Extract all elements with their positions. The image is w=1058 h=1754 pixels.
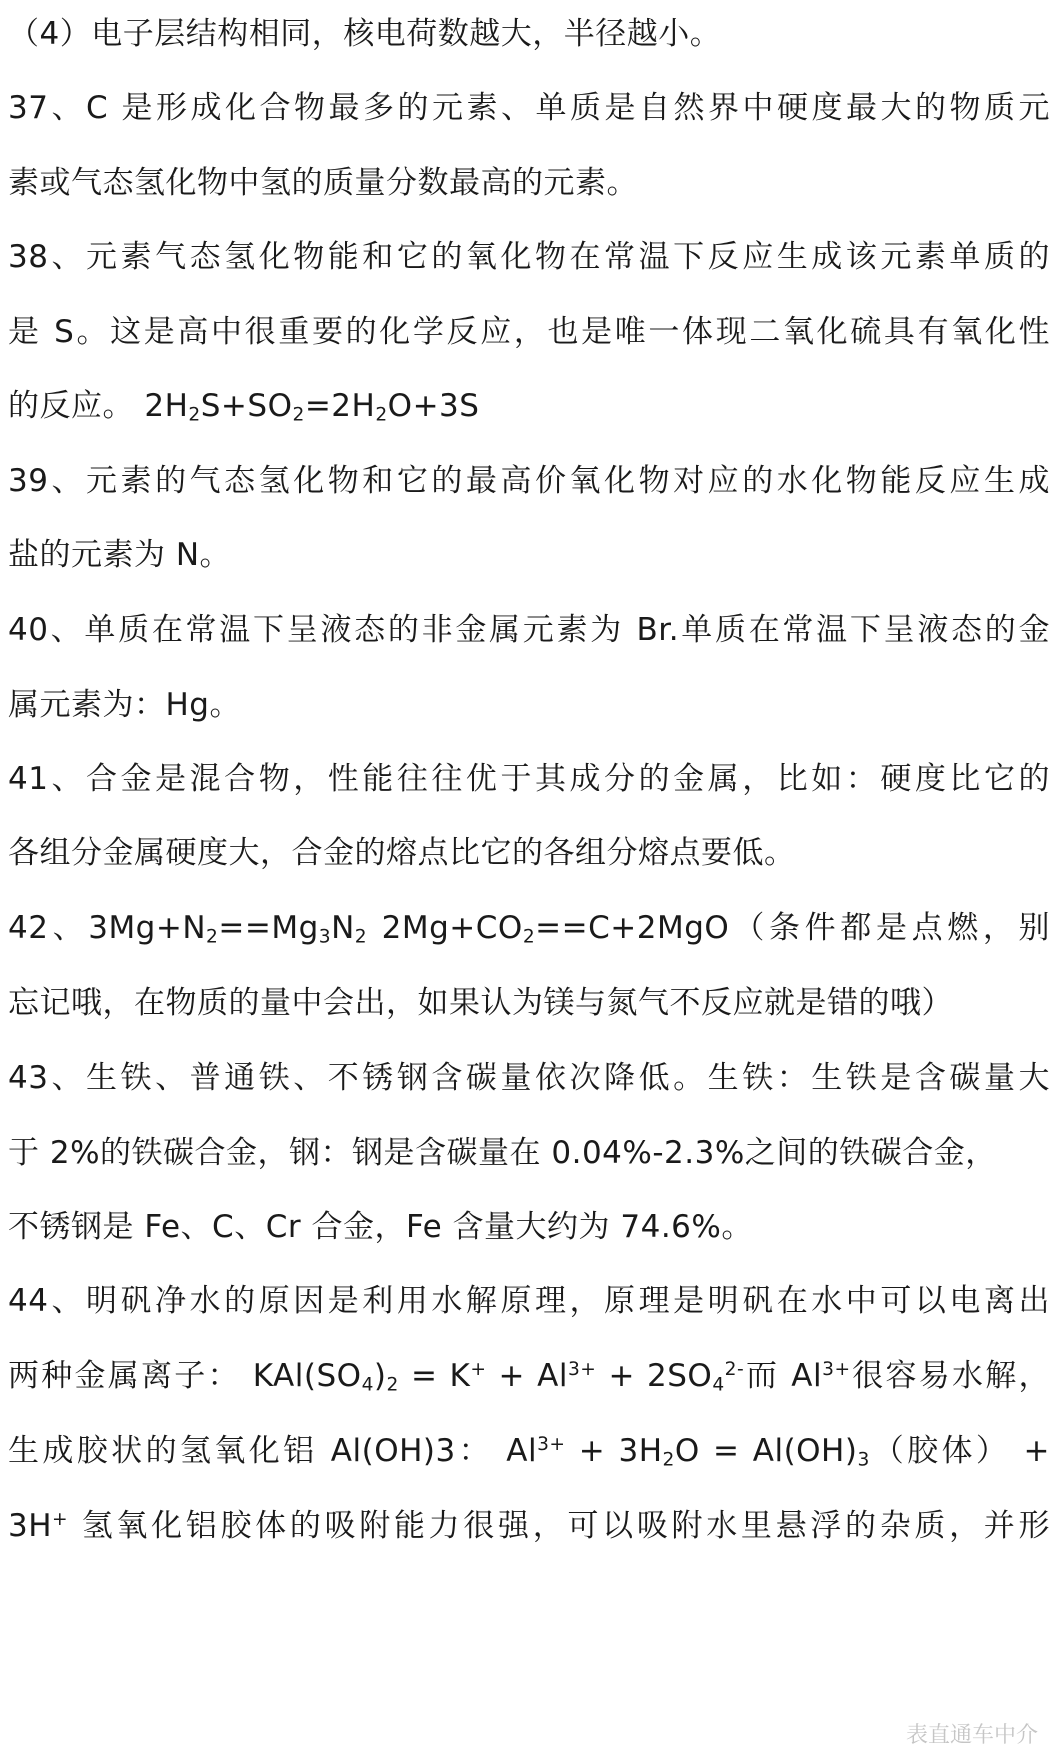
subscript: 2	[375, 404, 388, 426]
text-run: )	[373, 1358, 387, 1394]
text-run: 43、生铁、普通铁、不锈钢含碳量依次降低。生铁：生铁是含碳量大	[8, 1060, 1050, 1096]
text-line	[8, 1506, 1050, 1546]
text-run: 41、合金是混合物，性能往往优于其成分的金属，比如：硬度比它的	[8, 761, 1050, 797]
text-run: 而 Al	[744, 1358, 823, 1394]
text-run: = K	[398, 1358, 471, 1394]
subscript: 2	[386, 1374, 399, 1396]
text-run: + Al	[486, 1358, 568, 1394]
text-run: 40、单质在常温下呈液态的非金属元素为 Br.单质在常温下呈液态的金	[8, 612, 1050, 648]
text-run: 39、元素的气态氢化物和它的最高价氧化物对应的水化物能反应生成	[8, 463, 1050, 499]
text-line	[8, 759, 1050, 799]
text-run: O+3S	[387, 388, 480, 424]
subscript: 4	[712, 1374, 725, 1396]
subscript: 3	[318, 926, 332, 948]
subscript: 2	[206, 926, 219, 948]
text-run: 素或气态氢化物中氢的质量分数最高的元素。	[8, 165, 638, 201]
text-line	[8, 1133, 1050, 1173]
text-run: ==C+2MgO（条件都是点燃，别	[535, 910, 1050, 946]
text-run: 2Mg+CO	[367, 910, 523, 946]
text-line	[8, 312, 1050, 352]
superscript: 3+	[537, 1433, 566, 1455]
subscript: 2	[522, 926, 536, 948]
text-line	[8, 983, 1050, 1023]
text-line	[8, 461, 1050, 501]
text-line	[8, 14, 1050, 54]
text-run: 氢氧化铝胶体的吸附能力很强，可以吸附水里悬浮的杂质，并形	[68, 1508, 1050, 1544]
superscript: 3+	[567, 1358, 597, 1380]
text-run: （胶体） +	[869, 1433, 1050, 1469]
text-run: 44、明矾净水的原因是利用水解原理，原理是明矾在水中可以电离出	[8, 1283, 1050, 1319]
text-run: O = Al(OH)	[674, 1433, 858, 1469]
subscript: 2	[354, 926, 368, 948]
text-run: 生成胶状的氢氧化铝 Al(OH)3： Al	[8, 1433, 538, 1469]
text-run: 是 S。这是高中很重要的化学反应，也是唯一体现二氧化硫具有氧化性	[8, 314, 1050, 350]
text-run: S+SO	[200, 388, 293, 424]
text-run: + 2SO	[596, 1358, 713, 1394]
text-run: 属元素为：Hg。	[8, 687, 241, 723]
text-line	[8, 163, 1050, 203]
text-line	[8, 1431, 1050, 1471]
text-line	[8, 88, 1050, 128]
text-run: 于 2%的铁碳合金，钢：钢是含碳量在 0.04%-2.3%之间的铁碳合金，	[8, 1135, 997, 1171]
text-run: 很容易水解，	[850, 1358, 1050, 1394]
text-line	[8, 386, 1050, 426]
text-run: 不锈钢是 Fe、C、Cr 合金，Fe 含量大约为 74.6%。	[8, 1209, 753, 1245]
text-run: 各组分金属硬度大，合金的熔点比它的各组分熔点要低。	[8, 835, 796, 871]
subscript: 2	[188, 404, 201, 426]
text-line	[8, 1207, 1050, 1247]
superscript: +	[470, 1358, 487, 1380]
superscript: 2-	[724, 1358, 745, 1380]
text-line	[8, 535, 1050, 575]
superscript: +	[52, 1508, 69, 1530]
text-run: 盐的元素为 N。	[8, 537, 232, 573]
text-run: 的反应。 2H	[8, 388, 189, 424]
text-run: 3H	[8, 1508, 53, 1544]
text-run: + 3H	[565, 1433, 663, 1469]
text-run: ==Mg	[218, 910, 319, 946]
text-run: =2H	[304, 388, 376, 424]
text-line	[8, 1356, 1050, 1396]
text-line	[8, 237, 1050, 277]
subscript: 2	[292, 404, 305, 426]
text-run: 38、元素气态氢化物能和它的氧化物在常温下反应生成该元素单质的	[8, 239, 1050, 275]
text-line	[8, 1281, 1050, 1321]
text-run: 两种金属离子： KAl(SO	[8, 1358, 362, 1394]
superscript: 3+	[822, 1358, 851, 1380]
text-run: 42、3Mg+N	[8, 910, 207, 946]
subscript: 2	[662, 1449, 675, 1471]
text-line	[8, 1058, 1050, 1098]
text-run: （4）电子层结构相同，核电荷数越大，半径越小。	[8, 16, 722, 52]
text-line	[8, 610, 1050, 650]
text-run: 37、C 是形成化合物最多的元素、单质是自然界中硬度最大的物质元	[8, 90, 1050, 126]
text-line	[8, 685, 1050, 725]
text-line	[8, 833, 1050, 873]
text-run: N	[331, 910, 355, 946]
text-line	[8, 908, 1050, 948]
watermark: 表直通车中介	[905, 1723, 1038, 1748]
subscript: 4	[361, 1374, 374, 1396]
subscript: 3	[857, 1449, 870, 1471]
text-run: 忘记哦，在物质的量中会出，如果认为镁与氮气不反应就是错的哦）	[8, 985, 953, 1021]
